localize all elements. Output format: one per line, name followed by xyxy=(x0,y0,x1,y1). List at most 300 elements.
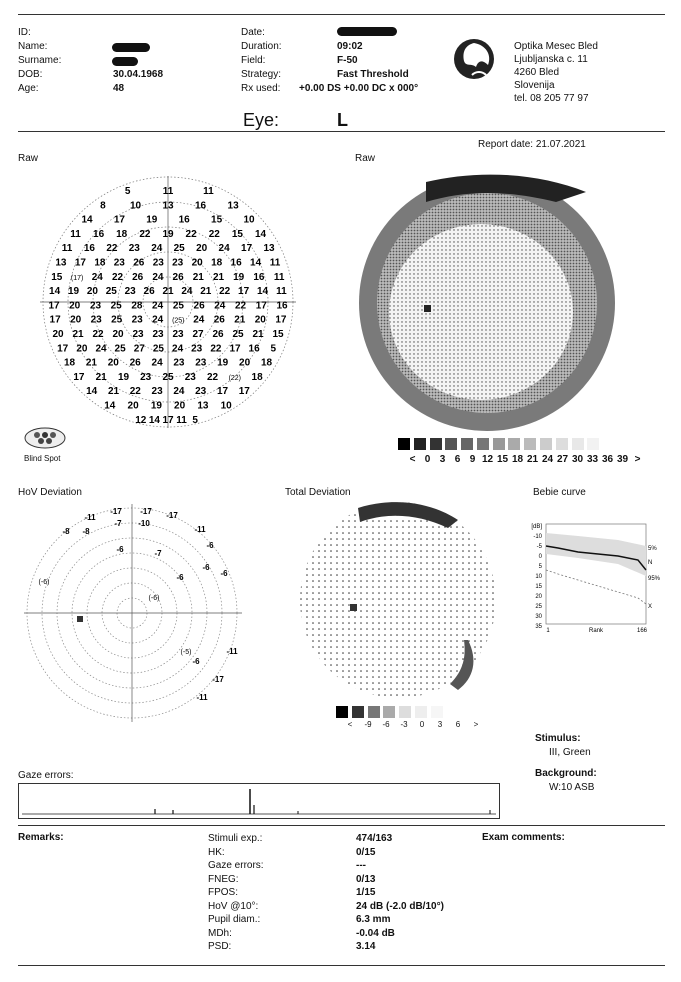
raw-value: 21 xyxy=(107,386,120,398)
raw-value: 15 xyxy=(231,228,243,240)
eye-rule xyxy=(18,131,665,132)
raw-value: 26 xyxy=(129,357,141,369)
legend-swatch xyxy=(540,438,552,450)
raw-value: 16 xyxy=(253,271,265,283)
raw-value: 22 xyxy=(129,386,141,398)
clinic-logo xyxy=(452,37,498,83)
total-deviation-plot xyxy=(298,500,498,700)
raw-value: 22 xyxy=(206,371,219,383)
raw-value: 10 xyxy=(243,214,255,226)
raw-value: 22 xyxy=(106,243,118,255)
hov-value: -6 xyxy=(202,563,210,572)
raw-value: 17 xyxy=(48,300,60,312)
raw-value: 18 xyxy=(251,371,263,383)
raw-value: 23 xyxy=(195,357,207,369)
dob-value: 30.04.1968 xyxy=(113,69,164,80)
raw-value: 13 xyxy=(227,200,239,212)
bebie-y-tick: -10 xyxy=(533,534,542,540)
stat-row xyxy=(208,859,468,873)
report-date: Report date: 21.07.2021 xyxy=(478,139,586,150)
strategy-value: Fast Threshold xyxy=(337,69,409,80)
legend-swatch xyxy=(477,438,489,450)
bebie-y-tick: 5 xyxy=(538,564,542,570)
raw-value: 25 xyxy=(173,243,185,255)
legend-swatch xyxy=(399,706,411,718)
legend-label: 33 xyxy=(586,454,599,465)
raw-value: 26 xyxy=(213,314,225,326)
raw-value: 20 xyxy=(196,243,208,255)
legend-swatch xyxy=(352,706,364,718)
raw-value: 20 xyxy=(174,400,186,412)
raw-value: 26 xyxy=(193,300,205,312)
stat-label: FNEG: xyxy=(208,873,239,885)
gaze-frame xyxy=(19,784,500,819)
raw-value: 15 xyxy=(211,214,223,226)
raw-value: 28 xyxy=(131,300,143,312)
stat-label: Gaze errors: xyxy=(208,860,264,871)
redacted-name xyxy=(112,43,150,52)
stat-row xyxy=(208,832,468,846)
hov-value: (-6) xyxy=(148,595,160,602)
raw-value: 21 xyxy=(212,271,225,283)
stat-value: 24 dB (-2.0 dB/10°) xyxy=(356,900,444,912)
raw-value: 23 xyxy=(184,371,196,383)
stat-value: 1/15 xyxy=(356,887,376,898)
stimulus-value: III, Green xyxy=(549,747,591,758)
raw-value: 21 xyxy=(72,329,84,340)
legend-label: 18 xyxy=(511,454,524,465)
gaze-errors-chart xyxy=(18,783,500,819)
strategy-label: Strategy: xyxy=(241,69,282,80)
raw-value: 25 xyxy=(111,314,123,326)
legend-swatch xyxy=(508,438,520,450)
exam-comments-title: Exam comments: xyxy=(482,832,565,843)
duration-label: Duration: xyxy=(241,41,282,52)
raw-value: 11 xyxy=(269,257,281,269)
raw-value: 20 xyxy=(239,357,251,369)
legend-swatch xyxy=(430,438,442,450)
raw-value: 16 xyxy=(83,243,95,255)
gaze-title: Gaze errors: xyxy=(18,770,74,781)
bebie-y-tick: 35 xyxy=(535,624,542,630)
legend-label: -9 xyxy=(364,720,372,729)
rx-value: +0.00 DS +0.00 DC x 000° xyxy=(299,83,419,94)
bebie-y-tick: 25 xyxy=(535,604,542,610)
raw-value: 17 xyxy=(241,243,253,255)
dev-legend-labels xyxy=(341,720,501,729)
clinic-line: Ljubljanska c. 11 xyxy=(514,54,588,65)
hov-blind-spot xyxy=(77,616,83,622)
raw-value: 17 xyxy=(162,414,174,426)
legend-label: 39 xyxy=(616,454,629,465)
legend-swatch xyxy=(572,438,584,450)
surname-label: Surname: xyxy=(18,55,62,66)
raw-value: 18 xyxy=(116,228,128,240)
legend-swatch xyxy=(414,438,426,450)
raw-value: 20 xyxy=(254,314,266,326)
hov-value: -17 xyxy=(140,507,152,516)
legend-label: < xyxy=(409,454,416,465)
redacted-date xyxy=(337,27,397,36)
grey-blind-spot xyxy=(424,305,431,312)
legend-swatch xyxy=(524,438,536,450)
legend-label: 3 xyxy=(437,720,443,729)
legend-swatch xyxy=(431,706,443,718)
legend-label: > xyxy=(634,454,641,465)
raw-value: 19 xyxy=(217,357,229,369)
raw-value: 26 xyxy=(143,286,155,298)
raw-value: 25 xyxy=(110,300,122,312)
hov-value: -6 xyxy=(220,569,228,578)
hov-value: -17 xyxy=(212,675,224,684)
remarks-title: Remarks: xyxy=(18,832,64,843)
hov-value: -11 xyxy=(84,513,96,522)
raw-value: 16 xyxy=(93,228,105,240)
raw-right-title: Raw xyxy=(355,153,376,164)
raw-value: 11 xyxy=(61,243,73,255)
raw-value: 23 xyxy=(132,329,144,340)
background-value: W:10 ASB xyxy=(549,782,595,793)
clinic-address xyxy=(514,40,634,105)
raw-value: 20 xyxy=(76,343,88,355)
raw-value: 25 xyxy=(172,300,184,312)
field-value: F-50 xyxy=(337,55,358,66)
bebie-label: N xyxy=(648,560,653,566)
legend-label: -3 xyxy=(400,720,408,729)
raw-greyscale-plot xyxy=(356,172,618,434)
hov-value: -6 xyxy=(192,657,200,666)
raw-value: 10 xyxy=(220,400,232,412)
raw-value: (25) xyxy=(172,317,185,325)
raw-value: 24 xyxy=(95,343,107,355)
legend-label: 21 xyxy=(526,454,539,465)
legend-label: 30 xyxy=(571,454,584,465)
legend-swatch xyxy=(587,438,599,450)
raw-value: 19 xyxy=(146,214,158,226)
eye-label: Eye: xyxy=(243,110,280,130)
raw-value: 21 xyxy=(85,357,97,369)
raw-value: 23 xyxy=(172,329,184,340)
bebie-label: X xyxy=(648,604,653,610)
legend-swatch xyxy=(493,438,505,450)
dev-legend-swatches xyxy=(336,706,444,718)
legend-label: 6 xyxy=(454,454,461,465)
raw-value: 10 xyxy=(129,200,142,212)
hov-value: -11 xyxy=(226,647,238,656)
background-label: Background: xyxy=(535,768,597,779)
stimulus-label: Stimulus: xyxy=(535,733,581,744)
hov-value: -6 xyxy=(206,541,214,550)
raw-value: 25 xyxy=(114,343,126,355)
raw-value: 17 xyxy=(73,371,85,383)
raw-value: 23 xyxy=(152,329,164,340)
bottom-rule xyxy=(18,965,665,966)
legend-swatch xyxy=(398,438,410,450)
legend-swatch xyxy=(336,706,348,718)
raw-value: 17 xyxy=(255,300,267,312)
raw-value: 22 xyxy=(185,228,197,240)
raw-value: 17 xyxy=(74,257,86,269)
stats-block xyxy=(208,832,468,954)
raw-value: 25 xyxy=(105,286,117,298)
raw-value: 13 xyxy=(55,257,67,269)
raw-value: 24 xyxy=(214,300,226,312)
hov-value: -7 xyxy=(154,549,162,558)
stat-row xyxy=(208,846,468,860)
raw-value: 26 xyxy=(172,271,184,283)
raw-value: 23 xyxy=(140,371,152,383)
legend-label: 0 xyxy=(424,454,431,465)
raw-value: 24 xyxy=(151,357,163,369)
raw-value: 23 xyxy=(124,286,136,298)
raw-value: 13 xyxy=(197,400,209,412)
stat-label: FPOS: xyxy=(208,887,239,898)
raw-value: 14 xyxy=(148,414,160,426)
raw-value: 17 xyxy=(57,343,69,355)
raw-value: 22 xyxy=(139,228,151,240)
raw-value: 20 xyxy=(127,400,139,412)
hov-value: -8 xyxy=(62,527,70,536)
stat-label: MDh: xyxy=(208,927,232,939)
raw-value: 20 xyxy=(70,314,82,326)
raw-value: 24 xyxy=(181,286,193,298)
raw-value: 20 xyxy=(112,329,124,340)
raw-value: 20 xyxy=(52,329,64,340)
hov-value: -17 xyxy=(166,511,178,520)
raw-value: (17) xyxy=(70,274,84,282)
bebie-x-tick: 166 xyxy=(636,628,648,634)
legend-label: 12 xyxy=(481,454,494,465)
legend-label: 27 xyxy=(556,454,569,465)
age-value: 48 xyxy=(113,83,125,94)
raw-value: 11 xyxy=(203,186,214,197)
raw-value: 12 xyxy=(135,414,147,426)
raw-value: 21 xyxy=(234,314,246,326)
bebie-y-tick: 15 xyxy=(535,584,542,590)
legend-label: 9 xyxy=(469,454,476,465)
raw-value: 14 xyxy=(254,228,267,240)
raw-value: 24 xyxy=(151,243,163,255)
stat-value: 3.14 xyxy=(356,941,376,952)
top-rule xyxy=(18,14,665,15)
stat-label: PSD: xyxy=(208,941,232,952)
raw-value: 23 xyxy=(128,243,140,255)
raw-value: 17 xyxy=(49,314,61,326)
clinic-line: 4260 Bled xyxy=(514,67,560,78)
raw-value: 16 xyxy=(178,214,190,226)
stat-label: HoV @10°: xyxy=(208,900,259,912)
raw-value: 26 xyxy=(133,257,145,269)
date-label: Date: xyxy=(241,27,265,38)
raw-value: 20 xyxy=(191,257,203,269)
stat-value: 474/163 xyxy=(356,833,393,844)
raw-value: 22 xyxy=(111,271,124,283)
raw-value: 18 xyxy=(94,257,106,269)
raw-value: 19 xyxy=(67,286,80,298)
hov-value: -17 xyxy=(110,507,122,516)
raw-value: 14 xyxy=(256,286,269,298)
eye-value: L xyxy=(337,110,348,130)
stat-label: Stimuli exp.: xyxy=(208,833,263,844)
bebie-y-tick: [dB] xyxy=(531,524,542,530)
legend-label: 15 xyxy=(496,454,509,465)
hov-value: -8 xyxy=(82,527,90,536)
raw-value: 15 xyxy=(51,271,63,283)
raw-numeric-plot xyxy=(34,172,304,434)
raw-value: 19 xyxy=(150,400,162,412)
id-label: ID: xyxy=(18,27,31,38)
raw-value: 23 xyxy=(173,357,185,369)
raw-value: 14 xyxy=(81,214,93,226)
stat-value: 6.3 mm xyxy=(356,914,391,925)
raw-value: 27 xyxy=(133,343,145,355)
bebie-y-tick: 20 xyxy=(535,594,542,600)
raw-legend-labels xyxy=(405,454,645,465)
clinic-line: Optika Mesec Bled xyxy=(514,41,598,52)
raw-value: 17 xyxy=(275,314,287,326)
redacted-surname xyxy=(112,57,138,66)
raw-value: 24 xyxy=(173,386,185,398)
raw-value: 19 xyxy=(162,228,174,240)
stat-value: 0/15 xyxy=(356,846,376,858)
raw-value: 25 xyxy=(162,371,174,383)
legend-swatch xyxy=(461,438,473,450)
raw-value: 24 xyxy=(152,314,164,326)
field-label: Field: xyxy=(241,55,266,66)
duration-value: 09:02 xyxy=(337,41,363,52)
stat-row xyxy=(208,927,468,941)
raw-value: 24 xyxy=(152,271,164,283)
raw-value: 23 xyxy=(151,386,163,398)
raw-value: 27 xyxy=(192,329,204,340)
raw-value: 16 xyxy=(276,300,288,312)
legend-swatch xyxy=(368,706,380,718)
raw-value: 16 xyxy=(194,200,207,212)
raw-value: 21 xyxy=(200,286,212,298)
dob-label: DOB: xyxy=(18,69,43,80)
raw-value: 23 xyxy=(195,386,207,398)
stat-row xyxy=(208,873,468,887)
hov-value: -11 xyxy=(196,693,208,702)
raw-legend-swatches xyxy=(398,438,600,450)
raw-value: 25 xyxy=(152,343,164,355)
raw-value: 24 xyxy=(172,343,184,355)
raw-value: 15 xyxy=(272,329,284,340)
hov-value: (-6) xyxy=(38,579,50,586)
raw-value: 17 xyxy=(113,214,125,226)
bebie-y-tick: 0 xyxy=(538,554,542,560)
raw-value: 16 xyxy=(230,257,242,269)
legend-swatch xyxy=(383,706,395,718)
raw-value: 20 xyxy=(107,357,119,369)
raw-value: 13 xyxy=(263,243,275,255)
raw-value: 14 xyxy=(49,286,61,298)
legend-label: > xyxy=(473,720,479,729)
raw-left-title: Raw xyxy=(18,153,39,164)
blind-spot-icon xyxy=(23,427,71,451)
raw-value: 14 xyxy=(104,400,116,412)
hov-title: HoV Deviation xyxy=(18,487,82,498)
raw-value: 5 xyxy=(124,186,131,197)
raw-value: 5 xyxy=(192,414,198,426)
stat-label: Pupil diam.: xyxy=(208,914,261,925)
raw-value: 11 xyxy=(276,286,287,298)
hov-value: -6 xyxy=(116,545,124,554)
legend-label: -6 xyxy=(382,720,390,729)
hov-value: -10 xyxy=(138,519,150,528)
raw-value: 21 xyxy=(252,329,264,340)
bebie-label: 95% xyxy=(648,576,661,582)
stat-value: 0/13 xyxy=(356,873,376,885)
raw-value: 23 xyxy=(113,257,125,269)
raw-value: 19 xyxy=(117,371,130,383)
legend-label: 6 xyxy=(455,720,461,729)
stat-value: -0.04 dB xyxy=(356,927,395,939)
bebie-x-tick: Rank xyxy=(588,628,604,634)
raw-value: 24 xyxy=(152,300,164,312)
raw-value: 24 xyxy=(193,314,205,326)
legend-label: < xyxy=(347,720,353,729)
raw-value: 11 xyxy=(70,228,81,240)
raw-value: 22 xyxy=(219,286,231,298)
bebie-y-tick: 10 xyxy=(535,574,542,580)
raw-value: 8 xyxy=(100,200,106,212)
stat-row xyxy=(208,913,468,927)
raw-value: 14 xyxy=(86,386,98,398)
hov-deviation-plot xyxy=(20,500,250,726)
stat-label: HK: xyxy=(208,846,225,858)
clinic-line: tel. 08 205 77 97 xyxy=(514,93,589,104)
bebie-x-tick: 1 xyxy=(546,628,550,634)
raw-value: 24 xyxy=(218,243,230,255)
raw-value: 23 xyxy=(131,314,143,326)
stat-row xyxy=(208,900,468,914)
rx-label: Rx used: xyxy=(241,83,281,94)
raw-value: 23 xyxy=(191,343,203,355)
legend-swatch xyxy=(445,438,457,450)
raw-value: 22 xyxy=(92,329,104,340)
raw-value: 24 xyxy=(91,271,103,283)
legend-label: 0 xyxy=(419,720,425,729)
raw-value: 26 xyxy=(212,329,224,340)
raw-value: 18 xyxy=(63,357,76,369)
raw-value: (22) xyxy=(228,374,242,382)
raw-value: 13 xyxy=(162,200,174,212)
raw-value: 19 xyxy=(233,271,245,283)
hov-value: -7 xyxy=(114,519,122,528)
raw-value: 14 xyxy=(250,257,262,269)
raw-value: 16 xyxy=(248,343,260,355)
name-label: Name: xyxy=(18,41,48,52)
hov-value: -11 xyxy=(194,525,206,534)
raw-value: 25 xyxy=(232,329,244,340)
hov-value: (-5) xyxy=(180,649,192,656)
legend-label: 24 xyxy=(541,454,554,465)
stat-value: --- xyxy=(356,860,366,871)
remarks-rule xyxy=(18,825,665,826)
stat-row xyxy=(208,886,468,900)
raw-value: 5 xyxy=(270,343,277,355)
age-label: Age: xyxy=(18,83,39,94)
raw-value: 26 xyxy=(132,271,144,283)
raw-value: 23 xyxy=(152,257,164,269)
grey-center-dots xyxy=(389,224,573,400)
bebie-label: 5% xyxy=(648,546,657,552)
raw-value: 22 xyxy=(208,228,220,240)
raw-value: 23 xyxy=(90,314,102,326)
legend-label: 3 xyxy=(439,454,446,465)
raw-value: 11 xyxy=(176,414,187,426)
